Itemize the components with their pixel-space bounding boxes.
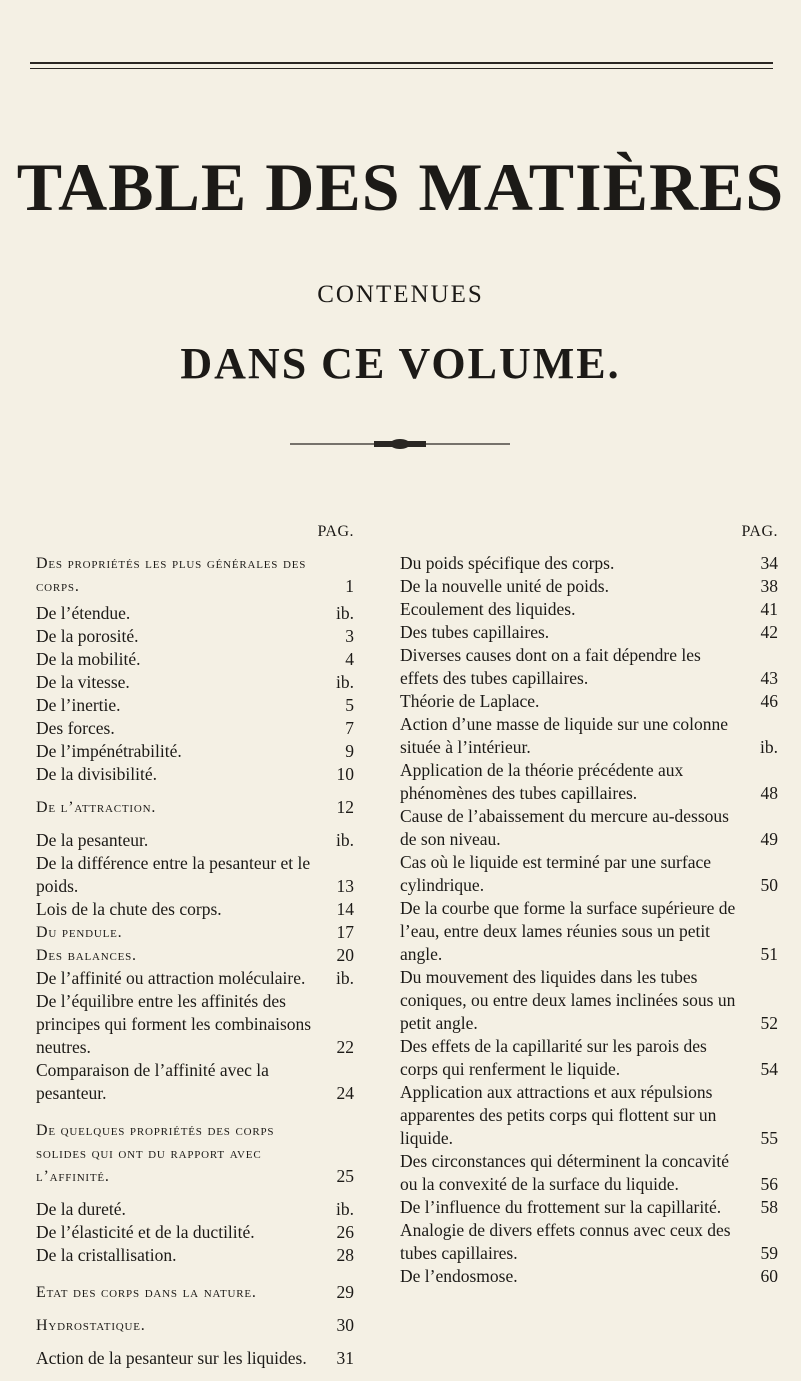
entry-page: ib. [336, 830, 354, 850]
entry-page: 9 [345, 741, 354, 761]
toc-entry [36, 552, 354, 598]
toc-entry [36, 1059, 354, 1105]
entry-title: Théorie de Laplace. [400, 691, 540, 711]
toc-entry [400, 1265, 778, 1288]
toc-entry [36, 602, 354, 625]
entry-title: De la dureté. [36, 1199, 126, 1219]
entry-page: 17 [336, 922, 354, 942]
toc-entry [36, 921, 354, 944]
toc-column-right [400, 520, 778, 1288]
entry-page: 1 [345, 576, 354, 596]
entry-page: 25 [336, 1166, 354, 1186]
entry-title: De l’équilibre entre les affinités des principes qui forment les combinaisons neutres. [36, 991, 312, 1057]
entry-page: 12 [336, 797, 354, 817]
entry-title: De la mobilité. [36, 649, 141, 669]
toc-entry [36, 852, 354, 898]
toc-entry [36, 1244, 354, 1267]
toc-entry [400, 644, 778, 690]
entry-title: De la cristallisation. [36, 1245, 177, 1265]
entry-title: De l’attraction. [36, 799, 157, 816]
entry-page: 29 [336, 1282, 354, 1302]
entry-title: Hydrostatique. [36, 1317, 146, 1334]
top-rule [30, 62, 773, 64]
entry-title: Action d’une masse de liquide sur une colonne située à l’intérieur. [400, 714, 729, 757]
entry-title: De l’élasticité et de la ductilité. [36, 1222, 255, 1242]
entry-page: 43 [760, 668, 778, 688]
entry-page: 54 [760, 1059, 778, 1079]
entry-title: De l’affinité ou attraction moléculaire. [36, 968, 306, 988]
toc-entry [400, 713, 778, 759]
entry-title: De l’impénétrabilité. [36, 741, 182, 761]
toc-entry [400, 759, 778, 805]
toc-entry [36, 1281, 354, 1304]
toc-entry [36, 648, 354, 671]
entry-title: Cause de l’abaissement du mercure au-dessous de son niveau. [400, 806, 729, 849]
entry-page: ib. [336, 1199, 354, 1219]
toc-entry [400, 851, 778, 897]
entry-title: Application aux attractions et aux répulsions apparentes des petits corps qui flottent sur un liquide. [400, 1082, 717, 1148]
entry-title: De la divisibilité. [36, 764, 158, 784]
toc-column-left [36, 520, 354, 1370]
entry-title: De la nouvelle unité de poids. [400, 576, 609, 596]
entry-page: 5 [345, 695, 354, 715]
pag-label: PAG. [741, 523, 778, 540]
toc-entry [36, 740, 354, 763]
toc-entry [36, 763, 354, 786]
entry-page: 20 [336, 945, 354, 965]
entry-page: 60 [760, 1266, 778, 1286]
entry-page: 38 [760, 576, 778, 596]
entry-page: 24 [336, 1083, 354, 1103]
toc-entry [400, 598, 778, 621]
page-title: TABLE DES MATIÈRES [16, 149, 785, 225]
entry-title: Des tubes capillaires. [400, 622, 550, 642]
entry-page: 31 [336, 1348, 354, 1368]
entry-title: Ecoulement des liquides. [400, 599, 576, 619]
toc-entry [400, 805, 778, 851]
toc-entry [36, 1119, 354, 1188]
entry-page: 55 [760, 1128, 778, 1148]
entry-page: 7 [345, 718, 354, 738]
pag-label: PAG. [317, 523, 354, 540]
toc-entry [400, 1150, 778, 1196]
entry-page: ib. [336, 968, 354, 988]
toc-entry [400, 690, 778, 713]
entry-page: 14 [336, 899, 354, 919]
entry-title: De la porosité. [36, 626, 139, 646]
entry-title: Des forces. [36, 718, 115, 738]
entry-title: De l’inertie. [36, 695, 121, 715]
entry-page: 49 [760, 829, 778, 849]
top-rule-thin [30, 68, 773, 69]
toc-entry [400, 621, 778, 644]
toc-entry [36, 944, 354, 967]
toc-entry [36, 1198, 354, 1221]
entry-page: 30 [336, 1315, 354, 1335]
entry-page: ib. [336, 672, 354, 692]
entry-page: 26 [336, 1222, 354, 1242]
entry-page: 22 [336, 1037, 354, 1057]
toc-entry [36, 625, 354, 648]
entry-page: 42 [760, 622, 778, 642]
toc-entry [400, 1219, 778, 1265]
entry-title: Etat des corps dans la nature. [36, 1284, 257, 1301]
toc-entry [36, 990, 354, 1059]
entry-title: Du poids spécifique des corps. [400, 553, 615, 573]
toc-entry [400, 1035, 778, 1081]
entry-title: Analogie de divers effets connus avec ceux des tubes capillaires. [400, 1220, 731, 1263]
toc-entry [36, 796, 354, 819]
entry-page: 52 [760, 1013, 778, 1033]
page-subtitle-2: DANS CE VOLUME. [180, 339, 621, 388]
entry-page: ib. [760, 737, 778, 757]
toc-entry [400, 897, 778, 966]
toc-entry [400, 552, 778, 575]
entry-title: Comparaison de l’affinité avec la pesanteur. [36, 1060, 269, 1103]
entry-page: 46 [760, 691, 778, 711]
entry-page: 28 [336, 1245, 354, 1265]
entry-title: Action de la pesanteur sur les liquides. [36, 1348, 307, 1368]
toc-entry [36, 898, 354, 921]
toc-entry [36, 671, 354, 694]
toc-entry [400, 575, 778, 598]
entry-page: 41 [760, 599, 778, 619]
toc-entry [36, 967, 354, 990]
entry-title: Diverses causes dont on a fait dépendre les effets des tubes capillaires. [400, 645, 701, 688]
entry-page: 13 [336, 876, 354, 896]
entry-title: De l’influence du frottement sur la capillarité. [400, 1197, 722, 1217]
entry-title: Application de la théorie précédente aux phénomènes des tubes capillaires. [400, 760, 684, 803]
toc-entry [36, 694, 354, 717]
entry-page: 4 [345, 649, 354, 669]
entry-title: Lois de la chute des corps. [36, 899, 222, 919]
entry-page: 59 [760, 1243, 778, 1263]
entry-page: 58 [760, 1197, 778, 1217]
toc-entry [36, 829, 354, 852]
ornament-rule [290, 438, 510, 450]
entry-title: Des propriétés les plus générales des corps. [36, 555, 307, 595]
entry-title: Des circonstances qui déterminent la concavité ou la convexité de la surface du liquide. [400, 1151, 729, 1194]
entry-title: Des effets de la capillarité sur les parois des corps qui renferment le liquide. [400, 1036, 707, 1079]
toc-entry [400, 1196, 778, 1219]
entry-title: De la pesanteur. [36, 830, 149, 850]
entry-page: ib. [336, 603, 354, 623]
entry-page: 56 [760, 1174, 778, 1194]
entry-page: 48 [760, 783, 778, 803]
entry-title: De la différence entre la pesanteur et le poids. [36, 853, 311, 896]
toc-entry [36, 1314, 354, 1337]
entry-title: Du mouvement des liquides dans les tubes coniques, ou entre deux lames inclinées sous un petit angle. [400, 967, 736, 1033]
toc-entry [400, 1081, 778, 1150]
toc-entry [36, 1347, 354, 1370]
entry-title: Cas où le liquide est terminé par une surface cylindrique. [400, 852, 712, 895]
entry-page: 10 [336, 764, 354, 784]
entry-title: De la vitesse. [36, 672, 130, 692]
entry-page: 3 [345, 626, 354, 646]
toc-entry [36, 717, 354, 740]
toc-entry [36, 1221, 354, 1244]
entry-page: 34 [760, 553, 778, 573]
entry-page: 51 [760, 944, 778, 964]
entry-title: Des balances. [36, 947, 137, 964]
entry-title: De quelques propriétés des corps solides qui ont du rapport avec l’affinité. [36, 1122, 275, 1185]
entry-title: De la courbe que forme la surface supérieure de l’eau, entre deux lames réunies sous un petit angle. [400, 898, 736, 964]
entry-title: Du pendule. [36, 924, 123, 941]
page-subtitle: CONTENUES [317, 281, 484, 308]
entry-page: 50 [760, 875, 778, 895]
entry-title: De l’étendue. [36, 603, 131, 623]
toc-entry [400, 966, 778, 1035]
entry-title: De l’endosmose. [400, 1266, 518, 1286]
